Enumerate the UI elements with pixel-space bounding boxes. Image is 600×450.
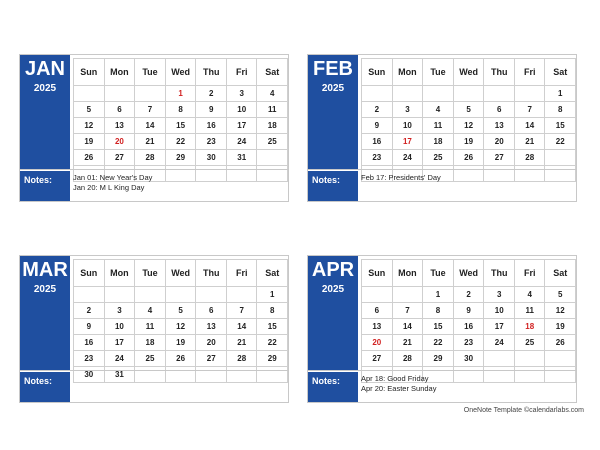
- weekday-header-row: [362, 260, 576, 287]
- day-cell: [74, 86, 105, 102]
- month-grid: [361, 259, 576, 383]
- day-cell: 14: [135, 118, 166, 134]
- weekday-label: Tue: [423, 260, 454, 287]
- week-row: [74, 303, 288, 319]
- day-cell: 24: [484, 335, 515, 351]
- day-cell: 30: [196, 150, 227, 166]
- month-year: 2025: [321, 284, 345, 295]
- weekday-label: Fri: [227, 260, 257, 287]
- day-cell: 1: [257, 287, 288, 303]
- day-cell: 7: [227, 303, 257, 319]
- day-cell: 26: [74, 150, 105, 166]
- day-cell: 28: [135, 150, 166, 166]
- day-cell: 9: [362, 118, 393, 134]
- week-row: [362, 150, 576, 166]
- day-cell: 12: [453, 118, 484, 134]
- day-cell: 27: [104, 150, 135, 166]
- day-cell: [423, 86, 454, 102]
- notes-list: [361, 173, 575, 183]
- day-cell: 25: [135, 351, 166, 367]
- day-cell: 23: [74, 351, 105, 367]
- day-cell: [104, 287, 135, 303]
- day-cell: [257, 367, 288, 383]
- day-cell: 18: [135, 335, 166, 351]
- day-cell: 30: [74, 367, 105, 383]
- month-grid: [73, 259, 288, 383]
- day-cell: [545, 351, 576, 367]
- day-cell: 4: [515, 287, 545, 303]
- month-card-mar: [19, 255, 289, 403]
- notes-divider: [20, 370, 288, 371]
- notes-label: Notes:: [308, 372, 358, 402]
- day-cell: [196, 367, 227, 383]
- day-cell: [135, 287, 166, 303]
- footer-credit: OneNote Template ©calendarlabs.com: [463, 407, 584, 414]
- day-cell: [104, 86, 135, 102]
- weekday-label: Wed: [165, 260, 196, 287]
- weekday-label: Sat: [257, 260, 288, 287]
- day-cell: 20: [104, 134, 135, 150]
- week-row: [74, 134, 288, 150]
- day-cell: 4: [423, 102, 454, 118]
- weekday-label: Tue: [135, 59, 166, 86]
- day-cell: 8: [165, 102, 196, 118]
- day-cell: 2: [453, 287, 484, 303]
- day-cell: 3: [392, 102, 423, 118]
- day-cell: 6: [362, 303, 393, 319]
- weekday-label: Wed: [453, 260, 484, 287]
- day-cell: 6: [484, 102, 515, 118]
- week-row: [362, 335, 576, 351]
- day-cell: 20: [484, 134, 515, 150]
- day-cell: 22: [165, 134, 196, 150]
- day-cell: 21: [392, 335, 423, 351]
- day-cell: 19: [453, 134, 484, 150]
- weekday-label: Sat: [545, 260, 576, 287]
- day-cell: 15: [423, 319, 454, 335]
- day-cell: 25: [257, 134, 288, 150]
- week-row: [74, 102, 288, 118]
- weekday-label: Tue: [423, 59, 454, 86]
- day-cell: [227, 287, 257, 303]
- week-row: [74, 118, 288, 134]
- day-cell: 1: [165, 86, 196, 102]
- month-grid: [73, 58, 288, 182]
- weekday-label: Sun: [362, 59, 393, 86]
- day-cell: [484, 86, 515, 102]
- month-name: JAN: [24, 58, 65, 80]
- day-cell: 10: [227, 102, 257, 118]
- day-cell: 14: [227, 319, 257, 335]
- day-cell: 9: [74, 319, 105, 335]
- month-card-jan: [19, 54, 289, 202]
- day-cell: 20: [362, 335, 393, 351]
- day-cell: 24: [227, 134, 257, 150]
- day-cell: [165, 367, 196, 383]
- note-item: Feb 17: Presidents' Day: [361, 173, 441, 182]
- day-cell: 21: [515, 134, 545, 150]
- day-cell: 3: [227, 86, 257, 102]
- day-cell: 30: [453, 351, 484, 367]
- day-cell: 9: [453, 303, 484, 319]
- day-cell: 12: [545, 303, 576, 319]
- week-row: [362, 351, 576, 367]
- day-cell: 2: [74, 303, 105, 319]
- day-cell: 28: [227, 351, 257, 367]
- day-cell: 22: [545, 134, 576, 150]
- day-cell: 16: [74, 335, 105, 351]
- week-row: [74, 367, 288, 383]
- day-cell: 3: [104, 303, 135, 319]
- month-header: [308, 256, 358, 370]
- day-cell: 8: [545, 102, 576, 118]
- day-cell: 1: [423, 287, 454, 303]
- month-name: MAR: [22, 259, 68, 281]
- day-cell: 14: [515, 118, 545, 134]
- day-cell: 25: [423, 150, 454, 166]
- day-cell: 26: [453, 150, 484, 166]
- week-row: [74, 335, 288, 351]
- day-cell: 17: [484, 319, 515, 335]
- month-year: 2025: [33, 284, 57, 295]
- day-cell: 15: [257, 319, 288, 335]
- day-cell: 6: [104, 102, 135, 118]
- day-cell: 23: [362, 150, 393, 166]
- day-cell: 31: [104, 367, 135, 383]
- week-row: [362, 118, 576, 134]
- day-cell: 11: [257, 102, 288, 118]
- day-cell: 7: [135, 102, 166, 118]
- weekday-label: Thu: [484, 59, 515, 86]
- day-cell: 22: [423, 335, 454, 351]
- day-cell: 24: [104, 351, 135, 367]
- weekday-label: Mon: [392, 59, 423, 86]
- weekday-header-row: [362, 59, 576, 86]
- weekday-label: Thu: [196, 260, 227, 287]
- weekday-label: Thu: [196, 59, 227, 86]
- day-cell: 18: [423, 134, 454, 150]
- weekday-label: Fri: [515, 59, 545, 86]
- day-cell: 29: [423, 351, 454, 367]
- day-cell: 3: [484, 287, 515, 303]
- day-cell: [392, 86, 423, 102]
- day-cell: [545, 150, 576, 166]
- weekday-header-row: [74, 260, 288, 287]
- day-cell: 27: [362, 351, 393, 367]
- day-cell: 10: [484, 303, 515, 319]
- weekday-label: Sat: [545, 59, 576, 86]
- day-cell: [362, 86, 393, 102]
- notes-list: [361, 374, 575, 394]
- day-cell: [362, 287, 393, 303]
- day-cell: 2: [362, 102, 393, 118]
- day-cell: 10: [392, 118, 423, 134]
- day-cell: [165, 287, 196, 303]
- day-cell: 13: [104, 118, 135, 134]
- note-item: Apr 18: Good Friday: [361, 374, 429, 383]
- note-item: Apr 20: Easter Sunday: [361, 384, 437, 393]
- weekday-label: Mon: [104, 260, 135, 287]
- day-cell: 6: [196, 303, 227, 319]
- day-cell: 27: [196, 351, 227, 367]
- month-year: 2025: [321, 83, 345, 94]
- day-cell: 9: [196, 102, 227, 118]
- day-cell: [453, 86, 484, 102]
- day-cell: 8: [423, 303, 454, 319]
- week-row: [74, 150, 288, 166]
- day-cell: 19: [74, 134, 105, 150]
- day-cell: [484, 351, 515, 367]
- weekday-label: Mon: [392, 260, 423, 287]
- day-cell: 13: [484, 118, 515, 134]
- week-row: [362, 319, 576, 335]
- day-cell: 16: [362, 134, 393, 150]
- day-cell: 24: [392, 150, 423, 166]
- notes-list: [73, 173, 287, 193]
- week-row: [362, 303, 576, 319]
- weekday-label: Wed: [453, 59, 484, 86]
- day-cell: 11: [515, 303, 545, 319]
- notes-label: Notes:: [20, 372, 70, 402]
- day-cell: 26: [165, 351, 196, 367]
- month-header: [20, 256, 70, 370]
- month-header: [20, 55, 70, 169]
- day-cell: 12: [74, 118, 105, 134]
- weekday-label: Mon: [104, 59, 135, 86]
- day-cell: 5: [453, 102, 484, 118]
- week-row: [74, 351, 288, 367]
- month-header: [308, 55, 358, 169]
- day-cell: 17: [104, 335, 135, 351]
- week-row: [362, 102, 576, 118]
- day-cell: 23: [453, 335, 484, 351]
- day-cell: [74, 287, 105, 303]
- weekday-label: Sat: [257, 59, 288, 86]
- day-cell: 29: [257, 351, 288, 367]
- day-cell: [257, 150, 288, 166]
- day-cell: [135, 86, 166, 102]
- day-cell: 28: [392, 351, 423, 367]
- day-cell: 17: [392, 134, 423, 150]
- notes-divider: [308, 169, 576, 170]
- weekday-label: Fri: [227, 59, 257, 86]
- month-grid: [361, 58, 576, 182]
- day-cell: 13: [196, 319, 227, 335]
- day-cell: 19: [545, 319, 576, 335]
- day-cell: 12: [165, 319, 196, 335]
- day-cell: 10: [104, 319, 135, 335]
- day-cell: 7: [392, 303, 423, 319]
- day-cell: 21: [227, 335, 257, 351]
- notes-label: Notes:: [308, 171, 358, 201]
- day-cell: 8: [257, 303, 288, 319]
- notes-divider: [308, 370, 576, 371]
- week-row: [74, 86, 288, 102]
- day-cell: 14: [392, 319, 423, 335]
- month-year: 2025: [33, 83, 57, 94]
- day-cell: 11: [423, 118, 454, 134]
- week-row: [74, 319, 288, 335]
- day-cell: 23: [196, 134, 227, 150]
- weekday-label: Wed: [165, 59, 196, 86]
- day-cell: 28: [515, 150, 545, 166]
- day-cell: 22: [257, 335, 288, 351]
- day-cell: 31: [227, 150, 257, 166]
- weekday-label: Sun: [74, 59, 105, 86]
- weekday-label: Sun: [362, 260, 393, 287]
- day-cell: 5: [545, 287, 576, 303]
- day-cell: [227, 367, 257, 383]
- day-cell: 13: [362, 319, 393, 335]
- day-cell: 7: [515, 102, 545, 118]
- day-cell: 5: [165, 303, 196, 319]
- note-item: Jan 20: M L King Day: [73, 183, 145, 192]
- day-cell: 17: [227, 118, 257, 134]
- day-cell: 15: [165, 118, 196, 134]
- day-cell: [515, 351, 545, 367]
- weekday-label: Sun: [74, 260, 105, 287]
- notes-divider: [20, 169, 288, 170]
- week-row: [362, 287, 576, 303]
- day-cell: 2: [196, 86, 227, 102]
- day-cell: 4: [135, 303, 166, 319]
- day-cell: [196, 287, 227, 303]
- day-cell: 16: [453, 319, 484, 335]
- day-cell: 25: [515, 335, 545, 351]
- day-cell: 27: [484, 150, 515, 166]
- day-cell: 5: [74, 102, 105, 118]
- day-cell: [515, 86, 545, 102]
- month-card-feb: [307, 54, 577, 202]
- day-cell: 1: [545, 86, 576, 102]
- month-card-apr: [307, 255, 577, 403]
- note-item: Jan 01: New Year's Day: [73, 173, 153, 182]
- month-name: APR: [311, 259, 355, 281]
- weekday-label: Thu: [484, 260, 515, 287]
- day-cell: 21: [135, 134, 166, 150]
- day-cell: 26: [545, 335, 576, 351]
- week-row: [74, 287, 288, 303]
- day-cell: 19: [165, 335, 196, 351]
- day-cell: 15: [545, 118, 576, 134]
- month-name: FEB: [313, 58, 353, 80]
- day-cell: 18: [257, 118, 288, 134]
- day-cell: 11: [135, 319, 166, 335]
- week-row: [362, 134, 576, 150]
- notes-label: Notes:: [20, 171, 70, 201]
- week-row: [362, 86, 576, 102]
- day-cell: [135, 367, 166, 383]
- day-cell: 18: [515, 319, 545, 335]
- weekday-label: Fri: [515, 260, 545, 287]
- weekday-header-row: [74, 59, 288, 86]
- weekday-label: Tue: [135, 260, 166, 287]
- day-cell: 29: [165, 150, 196, 166]
- day-cell: [392, 287, 423, 303]
- day-cell: 16: [196, 118, 227, 134]
- day-cell: 4: [257, 86, 288, 102]
- day-cell: 20: [196, 335, 227, 351]
